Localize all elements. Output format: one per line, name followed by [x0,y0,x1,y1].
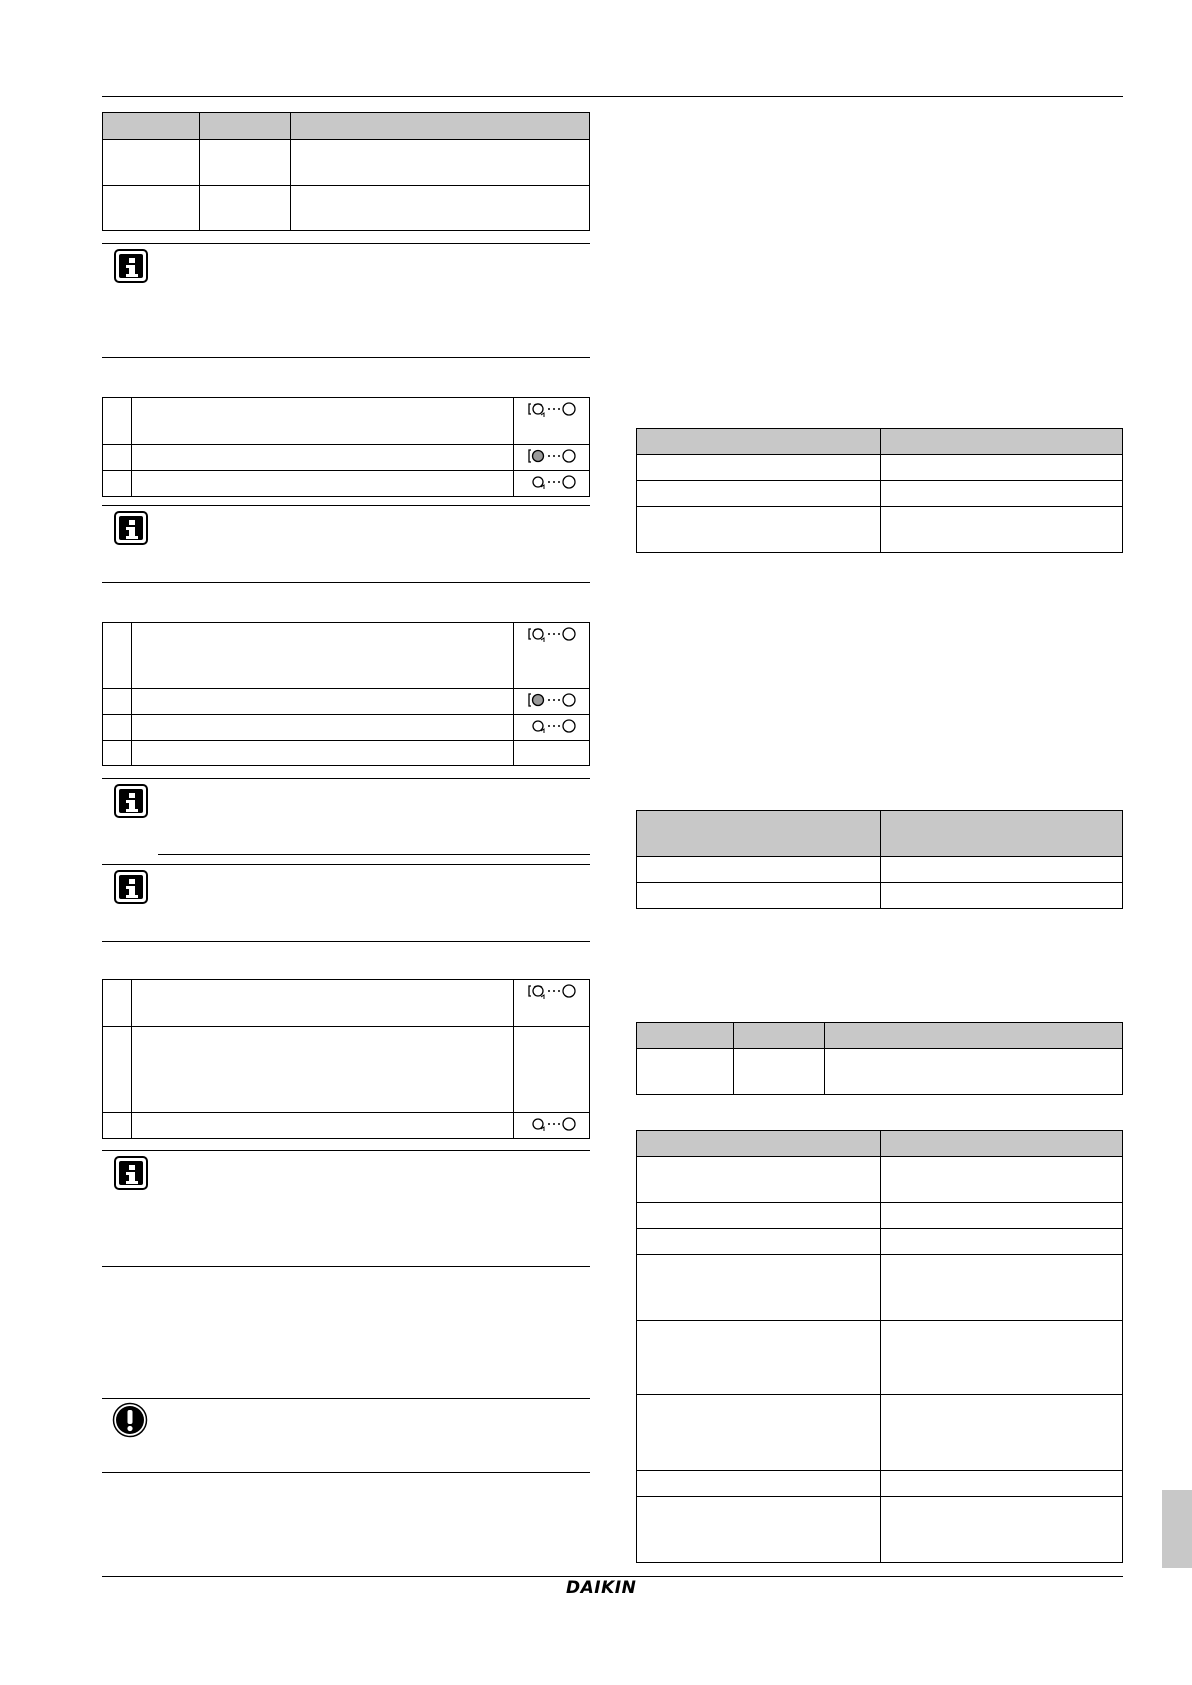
table-row [103,741,590,766]
table-row [103,186,590,231]
table-row [637,1229,1123,1255]
led-blinking-icon [527,626,577,644]
section-side-tab [1162,1490,1192,1568]
table-row [637,1255,1123,1321]
info-icon [114,249,148,283]
table-header-row [637,1131,1123,1157]
led-status-table [102,979,590,1139]
table-row [637,857,1123,883]
table-row [637,1497,1123,1563]
table-row [637,507,1123,553]
info-note [102,505,590,583]
table-row [637,1049,1123,1095]
right-table-4 [636,1130,1123,1563]
table-header-row [103,113,590,140]
info-icon [114,1156,148,1190]
info-note [102,1150,590,1267]
info-note [102,243,590,358]
header-rule [102,96,1123,97]
info-icon [114,511,148,545]
table-row [637,481,1123,507]
led-status-table [102,622,590,766]
table-row [103,1113,590,1139]
table-header-row [637,429,1123,455]
table-row [103,980,590,1027]
info-note [102,778,590,855]
logo-text: DAIKIN [566,1578,637,1598]
led-blinking-icon [527,983,577,1001]
right-table-2 [636,810,1123,909]
led-on-icon [527,692,577,708]
led-off-icon [527,1116,577,1132]
table-row [103,398,590,445]
table-row [103,689,590,715]
table-row [103,471,590,497]
table-header-row [637,811,1123,857]
led-status-table [102,397,590,497]
table-row [637,883,1123,909]
table-header-row [637,1023,1123,1049]
table-row [103,623,590,689]
table-row [637,1321,1123,1395]
info-icon [114,870,148,904]
table-row [103,445,590,471]
table-row [103,715,590,741]
table-row [637,1471,1123,1497]
warning-icon [112,1402,148,1438]
right-table-1 [636,428,1123,553]
warning-note [102,1398,590,1473]
table-row [637,1203,1123,1229]
table-row [103,140,590,186]
table-row [103,1027,590,1113]
led-on-icon [527,448,577,464]
right-table-3 [636,1022,1123,1095]
table-row [637,1157,1123,1203]
info-note [102,864,590,942]
led-off-icon [527,718,577,734]
table-row [637,1395,1123,1471]
top-settings-table [102,112,590,231]
footer-rule [102,1576,1123,1577]
daikin-logo [566,1578,646,1598]
led-blinking-icon [527,401,577,419]
info-icon [114,784,148,818]
table-row [637,455,1123,481]
led-off-icon [527,474,577,490]
